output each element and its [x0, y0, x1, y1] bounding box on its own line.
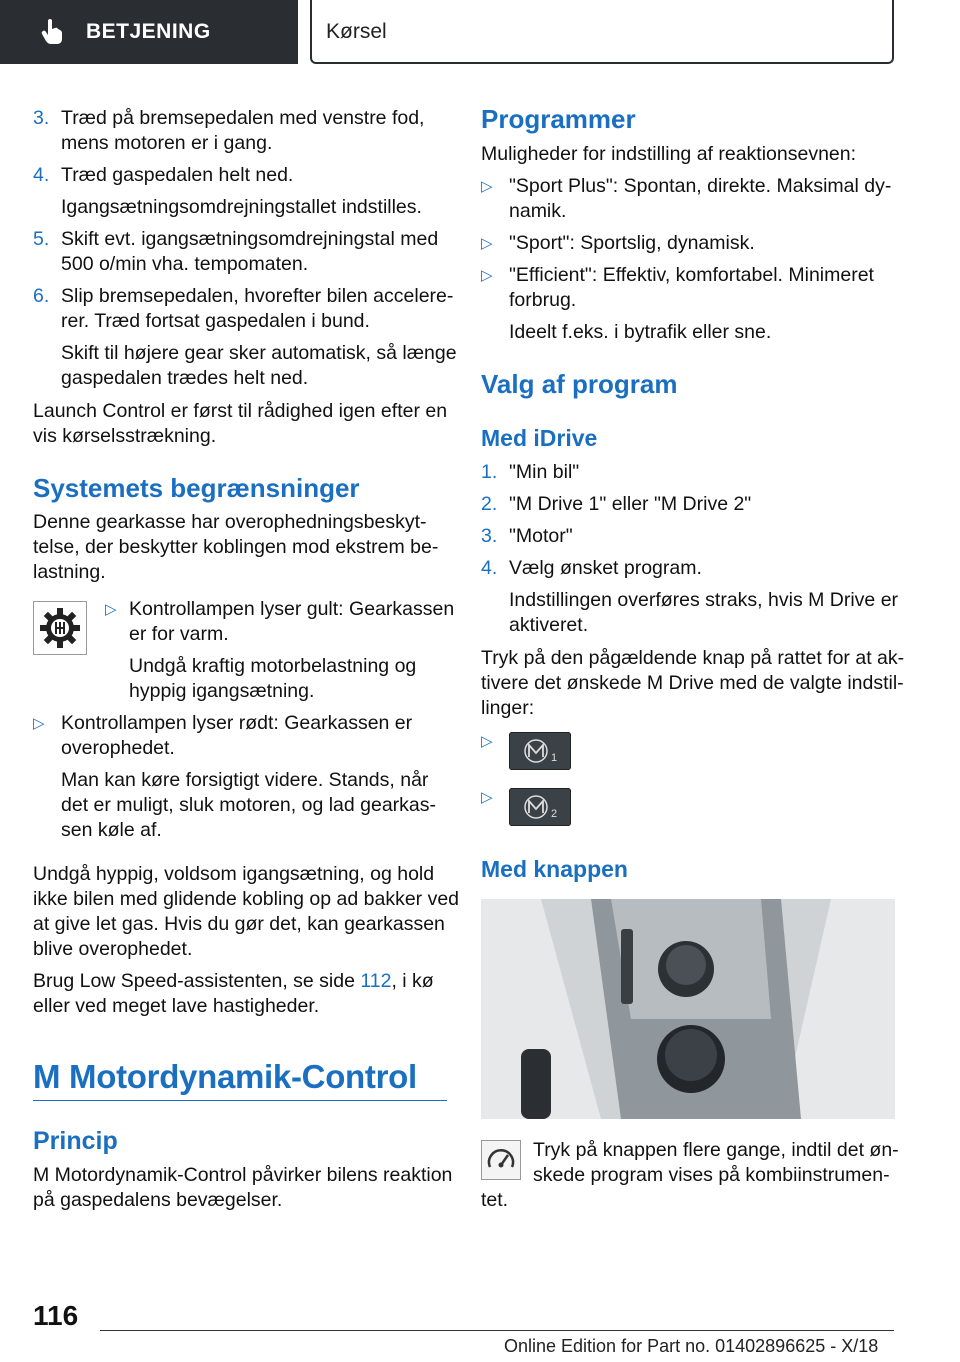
bullet-subtext: Undgå kraftig motorbelastning og — [129, 655, 417, 677]
step-subtext: gaspedalen trædes helt ned. — [61, 367, 309, 389]
step-text: Træd gaspedalen helt ned. — [61, 164, 294, 186]
button-text: skede program vises på kombiinstrumen- — [533, 1164, 890, 1186]
bullet-text: er for varm. — [129, 623, 229, 645]
bullet-text: Kontrollampen lyser rødt: Gearkassen er — [61, 712, 413, 734]
bullet-triangle: ▷ — [481, 733, 493, 750]
launch-note: vis kørselsstrækning. — [33, 425, 217, 447]
lowspeed-para: eller ved meget lave hastigheder. — [33, 995, 320, 1017]
program-text: namik. — [509, 200, 567, 222]
step-number: 6. — [33, 285, 50, 307]
bullet-triangle: ▷ — [481, 235, 493, 252]
step-text: "Min bil" — [509, 461, 580, 483]
principle-text: på gaspedalens bevægelser. — [33, 1189, 283, 1211]
limits-intro: lastning. — [33, 561, 106, 583]
principle-text: M Motordynamik-Control påvirker bilens reaktion — [33, 1164, 453, 1186]
step-text: Vælg ønsket program. — [509, 557, 702, 579]
step-text: mens motoren er i gang. — [61, 132, 273, 154]
button-heading: Med knappen — [481, 856, 628, 882]
limits-intro: Denne gearkasse har overophedningsbeskyt- — [33, 511, 427, 533]
step-number: 3. — [481, 525, 498, 547]
program-text: "Sport Plus": Spontan, direkte. Maksimal dy- — [509, 175, 892, 197]
drive-mode-button-icon — [481, 1140, 521, 1180]
limits-intro: telse, der beskytter koblingen mod ekstrem be- — [33, 536, 439, 558]
avoid-para: Undgå hyppig, voldsom igangsætning, og hold — [33, 863, 435, 885]
program-text: "Efficient": Effektiv, komfortabel. Minimeret — [509, 264, 874, 286]
heading-rule — [33, 1100, 447, 1101]
page-number: 116 — [33, 1300, 79, 1331]
bullet-subtext: Man kan køre forsigtigt videre. Stands, når — [61, 769, 429, 791]
launch-note: Launch Control er først til rådighed igen efter en — [33, 400, 448, 422]
hand-pointer-icon — [38, 16, 68, 46]
step-number: 2. — [481, 493, 498, 515]
edition-text: Online Edition for Part no. 01402896625 - X/18 — [504, 1336, 879, 1356]
section-tab — [0, 0, 298, 64]
bullet-triangle: ▷ — [105, 601, 117, 618]
lowspeed-para: Brug Low Speed-assistenten, se side 112, i kø — [33, 970, 434, 992]
bullet-triangle: ▷ — [481, 267, 493, 284]
step-number: 4. — [33, 164, 50, 186]
step-text: 500 o/min vha. tempomaten. — [61, 253, 309, 275]
program-text: "Sport": Sportslig, dynamisk. — [509, 232, 755, 254]
svg-text:2: 2 — [551, 808, 558, 820]
steering-para: tivere det ønskede M Drive med de valgte indstil- — [481, 672, 904, 694]
m1-button-icon — [509, 732, 571, 770]
page-link[interactable]: 112 — [360, 970, 392, 992]
m2-button-icon — [509, 788, 571, 826]
svg-text:1: 1 — [551, 752, 558, 764]
bullet-text: overophedet. — [61, 737, 175, 759]
bullet-text: Kontrollampen lyser gult: Gearkassen — [129, 598, 455, 620]
gearbox-warning-icon — [33, 601, 87, 655]
step-number: 1. — [481, 461, 498, 483]
bullet-subtext: sen køle af. — [61, 819, 162, 841]
bullet-triangle: ▷ — [481, 178, 493, 195]
step-number: 5. — [33, 228, 50, 250]
step-subtext: aktiveret. — [509, 614, 589, 636]
steering-para: Tryk på den pågældende knap på rattet for at ak- — [481, 647, 905, 669]
chapter-header — [310, 0, 894, 64]
button-text: Tryk på knappen flere gange, indtil det øn- — [533, 1139, 899, 1161]
step-number: 3. — [33, 107, 50, 129]
principle-heading: Princip — [33, 1127, 118, 1155]
center-console-image — [481, 899, 895, 1119]
section-label: BETJENING — [86, 20, 211, 43]
step-text: rer. Træd fortsat gaspedalen i bund. — [61, 310, 370, 332]
bullet-subtext: hyppig igangsætning. — [129, 680, 315, 702]
idrive-heading: Med iDrive — [481, 425, 598, 451]
limits-heading: Systemets begrænsninger — [33, 473, 360, 503]
step-text: Skift evt. igangsætningsomdrejningstal med — [61, 228, 439, 250]
button-text: tet. — [481, 1189, 509, 1211]
step-subtext: Indstillingen overføres straks, hvis M Drive er — [509, 589, 899, 611]
step-text: Slip bremsepedalen, hvorefter bilen accelere- — [61, 285, 454, 307]
step-text: "Motor" — [509, 525, 573, 547]
step-text: Træd på bremsepedalen med venstre fod, — [61, 107, 425, 129]
avoid-para: ikke bilen med glidende kobling op ad bakker ved — [33, 888, 460, 910]
bullet-triangle: ▷ — [481, 789, 493, 806]
program-text: forbrug. — [509, 289, 577, 311]
select-heading: Valg af program — [481, 369, 678, 399]
step-number: 4. — [481, 557, 498, 579]
footer-rule — [100, 1330, 894, 1331]
step-text: "M Drive 1" eller "M Drive 2" — [509, 493, 752, 515]
steering-para: linger: — [481, 697, 535, 719]
programs-intro: Muligheder for indstilling af reaktionsevnen: — [481, 143, 857, 165]
programs-heading: Programmer — [481, 104, 636, 134]
avoid-para: at give let gas. Hvis du gør det, kan gearkassen — [33, 913, 445, 935]
chapter-label: Kørsel — [326, 20, 387, 43]
bullet-triangle: ▷ — [33, 715, 45, 732]
step-subtext: Igangsætningsomdrejningstallet indstilles. — [61, 196, 422, 218]
step-subtext: Skift til højere gear sker automatisk, så længe — [61, 342, 457, 364]
main-heading: M Motordynamik-Control — [33, 1058, 417, 1095]
avoid-para: blive overophedet. — [33, 938, 193, 960]
bullet-subtext: det er muligt, sluk motoren, og lad gearkas- — [61, 794, 437, 816]
program-subtext: Ideelt f.eks. i bytrafik eller sne. — [509, 321, 772, 343]
